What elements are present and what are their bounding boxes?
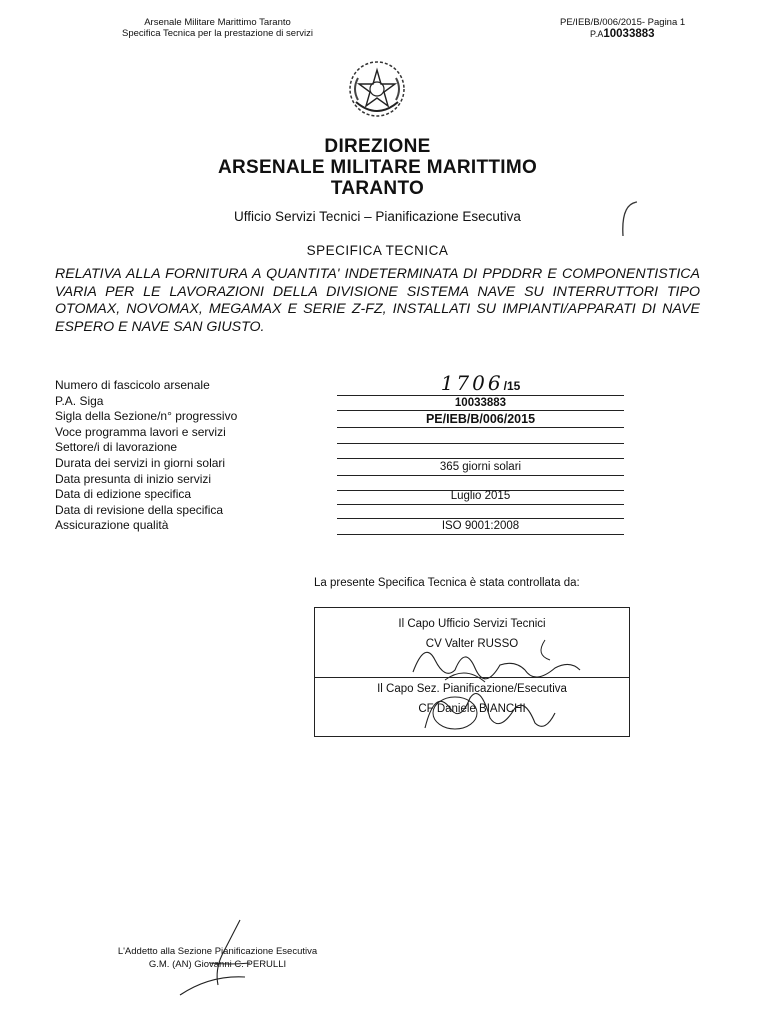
fascicolo-handwritten: 1706 (440, 371, 504, 395)
signature-perulli-icon (160, 915, 270, 1000)
pa-prefix: P.A (590, 29, 604, 39)
label-settore: Settore/i di lavorazione (55, 440, 178, 455)
spec-label: SPECIFICA TECNICA (306, 243, 449, 258)
control-intro: La presente Specifica Tecnica è stata controllata da: (314, 577, 580, 589)
header-right-line1: PE/IEB/B/006/2015- Pagina 1 (560, 17, 686, 28)
field-durata: 365 giorni solari (337, 459, 624, 476)
label-durata: Durata dei servizi in giorni solari (55, 455, 226, 470)
title-line3: TARANTO (330, 178, 425, 199)
italian-republic-emblem-icon (346, 58, 408, 120)
footer-line2: G.M. (AN) Giovanni C. PERULLI (148, 959, 287, 970)
header-right-line2 (560, 29, 760, 40)
signer1-name: CV Valter RUSSO (425, 638, 519, 650)
title-line2: ARSENALE MILITARE MARITTIMO (217, 157, 538, 178)
header-right (560, 17, 760, 40)
fascicolo-suffix: /15 (503, 379, 521, 393)
signer2-name: CF Daniele BIANCHI (418, 703, 526, 715)
description-text: RELATIVA ALLA FORNITURA A QUANTITA' INDETERMINATA DI PPDDRR E COMPONENTISTICA VARIA PER LE LAVORAZIONI DELLA DIVISIONE SISTEMA NAVE SU INTERRUTTORI TIPO OTOMAX, NOVOMAX, MEGAMAX E SERIE Z-FZ, INSTALLATI SU IMPIANTI/APPARATI DI NAVE ESPERO E NAVE SAN GIUSTO. (55, 266, 700, 335)
field-settore (337, 444, 624, 459)
field-labels (55, 378, 237, 534)
label-data-inizio: Data presunta di inizio servizi (55, 471, 212, 486)
label-fascicolo: Numero di fascicolo arsenale (55, 378, 210, 392)
field-fascicolo (337, 371, 624, 396)
label-assicurazione: Assicurazione qualità (55, 518, 169, 533)
bracket-mark-icon (615, 198, 645, 245)
office-name: Ufficio Servizi Tecnici – Pianificazione Esecutiva (234, 209, 521, 224)
header-left (100, 17, 335, 39)
title-block (150, 136, 605, 199)
label-pa-siga: P.A. Siga (55, 393, 104, 408)
label-sigla: Sigla della Sezione/n° progressivo (55, 409, 238, 424)
header-left-line2: Specifica Tecnica per la prestazione di servizi (122, 28, 313, 39)
signature-bianchi-icon (415, 678, 565, 736)
label-data-edizione: Data di edizione specifica (55, 487, 192, 502)
field-assicurazione: ISO 9001:2008 (337, 519, 624, 535)
field-sigla: PE/IEB/B/006/2015 (337, 411, 624, 428)
field-data-revisione (337, 505, 624, 519)
header-left-line1: Arsenale Militare Marittimo Taranto (144, 17, 291, 28)
footer-line1: L'Addetto alla Sezione Pianificazione Esecutiva (117, 946, 318, 957)
title-line1: DIREZIONE (324, 136, 431, 157)
signer2-role: Il Capo Sez. Pianificazione/Esecutiva (377, 683, 567, 695)
control-box (314, 607, 630, 737)
label-data-revisione: Data di revisione della specifica (55, 502, 224, 517)
field-pa-siga: 10033883 (337, 396, 624, 411)
label-voce: Voce programma lavori e servizi (55, 424, 226, 439)
field-data-edizione: Luglio 2015 (337, 489, 624, 505)
field-voce (337, 428, 624, 444)
pa-code: 10033883 (603, 28, 655, 40)
signer1-role: Il Capo Ufficio Servizi Tecnici (398, 618, 546, 630)
